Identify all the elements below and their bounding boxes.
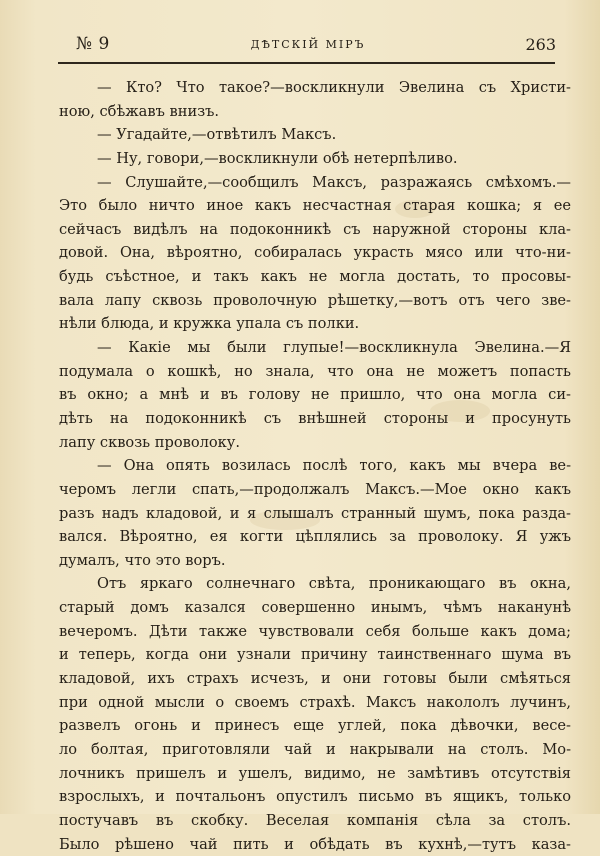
text-line: черомъ легли спать,—продолжалъ Максъ.—Мое окно какъ [59, 478, 571, 502]
text-line: лочникъ пришелъ и ушелъ, видимо, не замѣтивъ отсутствія [59, 762, 571, 786]
journal-title: ДѢТСКІЙ МІРЪ [58, 38, 558, 51]
text-line: Это было ничто иное какъ несчастная старая кошка; я ее [59, 194, 571, 218]
text-line: Было рѣшено чай пить и обѣдать въ кухнѣ,—тутъ каза- [59, 833, 571, 856]
header-rule [58, 62, 555, 64]
text-line: взрослыхъ, и почтальонъ опустилъ письмо въ ящикъ, только [59, 785, 571, 809]
text-line: будь съѣстное, и такъ какъ не могла достать, то просовы- [59, 265, 571, 289]
text-line: развелъ огонь и принесъ еще углей, пока дѣвочки, весе- [59, 714, 571, 738]
text-line: нѣли блюда, и кружка упала съ полки. [59, 312, 571, 336]
text-line: вался. Вѣроятно, ея когти цѣплялись за проволоку. Я ужъ [59, 525, 571, 549]
text-line: при одной мысли о своемъ страхѣ. Максъ накололъ лучинъ, [59, 691, 571, 715]
body-text [59, 76, 571, 856]
text-line: кладовой, ихъ страхъ исчезъ, и они готовы были смѣяться [59, 667, 571, 691]
text-line: постучавъ въ скобку. Веселая компанія сѣла за столъ. [59, 809, 571, 833]
page-number: 263 [525, 35, 556, 54]
text-line: ною, сбѣжавъ внизъ. [59, 100, 571, 124]
text-line: вала лапу сквозь проволочную рѣшетку,—вотъ отъ чего зве- [59, 289, 571, 313]
text-line: сейчасъ видѣлъ на подоконникѣ съ наружной стороны кла- [59, 218, 571, 242]
text-line: Отъ яркаго солнечнаго свѣта, проникающаго въ окна, [59, 572, 571, 596]
issue-number: № 9 [76, 34, 110, 54]
text-line: ло болтая, приготовляли чай и накрывали на столъ. Мо- [59, 738, 571, 762]
text-line: лапу сквозь проволоку. [59, 431, 571, 455]
text-line: довой. Она, вѣроятно, собиралась украсть мясо или что-ни- [59, 241, 571, 265]
text-line: — Какіе мы были глупые!—воскликнула Эвелина.—Я [59, 336, 571, 360]
text-line: разъ надъ кладовой, и я слышалъ странный шумъ, пока разда- [59, 502, 571, 526]
text-line: думалъ, что это воръ. [59, 549, 571, 573]
text-line: — Угадайте,—отвѣтилъ Максъ. [59, 123, 571, 147]
text-line: подумала о кошкѣ, но знала, что она не можетъ попасть [59, 360, 571, 384]
text-line: — Слушайте,—сообщилъ Максъ, разражаясь смѣхомъ.— [59, 171, 571, 195]
text-line: въ окно; а мнѣ и въ голову не пришло, что она могла си- [59, 383, 571, 407]
text-line: старый домъ казался совершенно инымъ, чѣмъ наканунѣ [59, 596, 571, 620]
text-line: — Кто? Что такое?—воскликнули Эвелина съ Христи- [59, 76, 571, 100]
text-line: и теперь, когда они узнали причину таинственнаго шума въ [59, 643, 571, 667]
text-line: дѣть на подоконникѣ съ внѣшней стороны и просунуть [59, 407, 571, 431]
running-header [58, 30, 558, 64]
text-line: вечеромъ. Дѣти также чувствовали себя больше какъ дома; [59, 620, 571, 644]
text-line: — Ну, говори,—воскликнули обѣ нетерпѣливо. [59, 147, 571, 171]
text-line: — Она опять возилась послѣ того, какъ мы вчера ве- [59, 454, 571, 478]
